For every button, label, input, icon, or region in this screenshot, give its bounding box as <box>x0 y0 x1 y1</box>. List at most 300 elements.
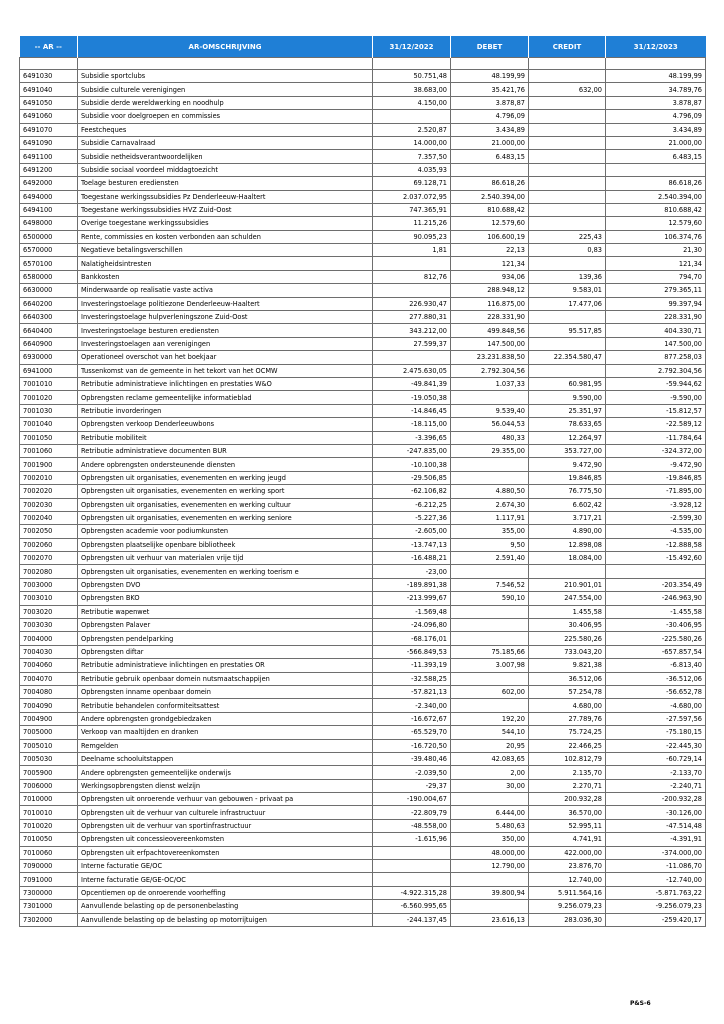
cell-ar-code: 6491100 <box>20 150 78 163</box>
cell-debet: 42.083,65 <box>451 752 529 765</box>
cell-debet: 12.790,00 <box>451 860 529 873</box>
cell-ar-code: 6491030 <box>20 70 78 83</box>
cell-debet <box>451 619 529 632</box>
table-body <box>20 58 706 927</box>
cell-credit: 18.084,00 <box>529 552 606 565</box>
cell-balance-2023: 121,34 <box>606 257 706 270</box>
cell-credit <box>529 70 606 83</box>
header-debet: DEBET <box>451 36 529 58</box>
cell-description: Opbrengsten uit organisaties, evenementen en werking cultuur <box>78 498 373 511</box>
cell-debet: 2,00 <box>451 766 529 779</box>
cell-description: Minderwaarde op realisatie vaste activa <box>78 284 373 297</box>
cell-ar-code: 7301000 <box>20 900 78 913</box>
cell-balance-2023: -6.813,40 <box>606 659 706 672</box>
cell-credit: 225,43 <box>529 230 606 243</box>
cell-credit: 139,36 <box>529 270 606 283</box>
table-row <box>20 190 706 203</box>
cell-balance-2022: 2.037.072,95 <box>373 190 451 203</box>
cell-description: Opbrengsten uit onroerende verhuur van gebouwen - privaat pa <box>78 793 373 806</box>
cell-debet <box>451 163 529 176</box>
cell-ar-code: 6491060 <box>20 110 78 123</box>
accounts-sheet <box>19 36 705 927</box>
cell-ar-code: 7002040 <box>20 511 78 524</box>
table-row <box>20 712 706 725</box>
table-row <box>20 739 706 752</box>
cell-balance-2022: -11.393,19 <box>373 659 451 672</box>
cell-balance-2022: 90.095,23 <box>373 230 451 243</box>
cell-ar-code: 7002030 <box>20 498 78 511</box>
cell-debet: 1.117,91 <box>451 511 529 524</box>
cell-description: Subsidie sportclubs <box>78 70 373 83</box>
cell-debet: 355,00 <box>451 525 529 538</box>
cell-debet <box>451 672 529 685</box>
cell-balance-2022: 11.215,26 <box>373 217 451 230</box>
cell-balance-2022: -48.558,00 <box>373 819 451 832</box>
cell-credit <box>529 190 606 203</box>
table-row <box>20 699 706 712</box>
table-row <box>20 311 706 324</box>
cell-balance-2023: -4.680,00 <box>606 699 706 712</box>
cell-debet: 810.688,42 <box>451 203 529 216</box>
cell-description: Operationeel overschot van het boekjaar <box>78 351 373 364</box>
table-row <box>20 230 706 243</box>
cell-credit <box>529 257 606 270</box>
cell-credit: 36.570,00 <box>529 806 606 819</box>
cell-debet: 192,20 <box>451 712 529 725</box>
cell-debet <box>451 565 529 578</box>
table-row <box>20 833 706 846</box>
table-row <box>20 793 706 806</box>
cell-credit <box>529 150 606 163</box>
cell-balance-2023: -259.420,17 <box>606 913 706 926</box>
cell-balance-2023: -4.535,00 <box>606 525 706 538</box>
cell-ar-code: 6491070 <box>20 123 78 136</box>
cell-ar-code: 6580000 <box>20 270 78 283</box>
cell-description: Deelname schooluitstappen <box>78 752 373 765</box>
cell-description: Investeringstoelage politiezone Denderleeuw-Haaltert <box>78 297 373 310</box>
cell-ar-code: 7004060 <box>20 659 78 672</box>
cell-balance-2022: -65.529,70 <box>373 726 451 739</box>
table-row <box>20 404 706 417</box>
cell-balance-2022: -5.227,36 <box>373 511 451 524</box>
cell-balance-2022: -13.747,13 <box>373 538 451 551</box>
table-row <box>20 123 706 136</box>
cell-credit: 9.256.079,23 <box>529 900 606 913</box>
cell-balance-2022: -16.488,21 <box>373 552 451 565</box>
cell-balance-2022 <box>373 284 451 297</box>
cell-balance-2023: -9.590,00 <box>606 391 706 404</box>
cell-ar-code: 6500000 <box>20 230 78 243</box>
table-row <box>20 498 706 511</box>
cell-credit: 422.000,00 <box>529 846 606 859</box>
cell-credit <box>529 337 606 350</box>
cell-balance-2022: -1.615,96 <box>373 833 451 846</box>
table-row <box>20 819 706 832</box>
table-row <box>20 458 706 471</box>
cell-credit: 733.043,20 <box>529 645 606 658</box>
cell-credit: 17.477,06 <box>529 297 606 310</box>
cell-ar-code: 7001020 <box>20 391 78 404</box>
cell-balance-2022: -18.115,00 <box>373 418 451 431</box>
cell-credit: 12.898,08 <box>529 538 606 551</box>
table-row <box>20 685 706 698</box>
table-row <box>20 913 706 926</box>
cell-balance-2023: -60.729,14 <box>606 752 706 765</box>
cell-debet: 3.878,87 <box>451 96 529 109</box>
cell-credit <box>529 364 606 377</box>
cell-debet: 48.000,00 <box>451 846 529 859</box>
cell-balance-2023: -200.932,28 <box>606 793 706 806</box>
cell-credit: 1.455,58 <box>529 605 606 618</box>
cell-balance-2022: 4.150,00 <box>373 96 451 109</box>
cell-balance-2023: -324.372,00 <box>606 444 706 457</box>
cell-credit: 22.466,25 <box>529 739 606 752</box>
cell-balance-2023: 3.434,89 <box>606 123 706 136</box>
cell-ar-code: 7004000 <box>20 632 78 645</box>
cell-balance-2023: -75.180,15 <box>606 726 706 739</box>
cell-credit: 76.775,50 <box>529 485 606 498</box>
cell-description: Opbrengsten DVO <box>78 578 373 591</box>
cell-balance-2023: -2.133,70 <box>606 766 706 779</box>
cell-ar-code: 6640400 <box>20 324 78 337</box>
cell-credit <box>529 163 606 176</box>
table-row <box>20 873 706 886</box>
cell-balance-2022: -23,00 <box>373 565 451 578</box>
cell-credit: 283.036,30 <box>529 913 606 926</box>
header-ar: -- AR -- <box>20 36 78 58</box>
cell-ar-code: 7003000 <box>20 578 78 591</box>
cell-description: Retributie mobiliteit <box>78 431 373 444</box>
cell-description: Retributie behandelen conformiteitsattest <box>78 699 373 712</box>
cell-balance-2022: -22.809,79 <box>373 806 451 819</box>
cell-balance-2023: -2.599,30 <box>606 511 706 524</box>
cell-debet: 6.444,00 <box>451 806 529 819</box>
cell-debet: 499.848,56 <box>451 324 529 337</box>
cell-description: Opbrengsten uit organisaties, evenementen en werking seniore <box>78 511 373 524</box>
cell-description: Opbrengsten diftar <box>78 645 373 658</box>
cell-description: Interne facturatie GE/GE-OC/OC <box>78 873 373 886</box>
cell-balance-2022: -24.096,80 <box>373 619 451 632</box>
cell-balance-2022: 226.930,47 <box>373 297 451 310</box>
cell-debet: 56.044,53 <box>451 418 529 431</box>
cell-credit: 57.254,78 <box>529 685 606 698</box>
cell-ar-code: 6941000 <box>20 364 78 377</box>
cell-description: Opbrengsten uit organisaties, evenementen en werking jeugd <box>78 471 373 484</box>
cell-ar-code: 6640200 <box>20 297 78 310</box>
table-row <box>20 217 706 230</box>
cell-balance-2022: 1,81 <box>373 244 451 257</box>
table-row <box>20 136 706 149</box>
cell-debet: 30,00 <box>451 779 529 792</box>
cell-ar-code: 7004070 <box>20 672 78 685</box>
cell-debet: 350,00 <box>451 833 529 846</box>
cell-balance-2023: -11.784,64 <box>606 431 706 444</box>
cell-ar-code: 6930000 <box>20 351 78 364</box>
cell-balance-2023: -9.472,90 <box>606 458 706 471</box>
cell-balance-2022: -57.821,13 <box>373 685 451 698</box>
cell-description: Aanvullende belasting op de belasting op motorrijtuigen <box>78 913 373 926</box>
cell-ar-code: 7010020 <box>20 819 78 832</box>
cell-balance-2023: -22.589,12 <box>606 418 706 431</box>
cell-credit: 25.351,97 <box>529 404 606 417</box>
cell-balance-2022: -49.841,39 <box>373 377 451 390</box>
cell-description: Andere opbrengsten grondgebiedzaken <box>78 712 373 725</box>
cell-description: Opbrengsten uit organisaties, evenementen en werking sport <box>78 485 373 498</box>
table-row <box>20 779 706 792</box>
table-row <box>20 485 706 498</box>
cell-description: Retributie administratieve documenten BUR <box>78 444 373 457</box>
cell-ar-code: 7002050 <box>20 525 78 538</box>
cell-credit <box>529 136 606 149</box>
cell-credit: 4.680,00 <box>529 699 606 712</box>
cell-debet <box>451 391 529 404</box>
table-row <box>20 163 706 176</box>
cell-ar-code: 7002060 <box>20 538 78 551</box>
cell-debet: 35.421,76 <box>451 83 529 96</box>
table-row <box>20 110 706 123</box>
cell-balance-2023: 810.688,42 <box>606 203 706 216</box>
cell-balance-2022: 69.128,71 <box>373 177 451 190</box>
cell-debet: 23.616,13 <box>451 913 529 926</box>
cell-balance-2023: -30.126,00 <box>606 806 706 819</box>
cell-credit: 30.406,95 <box>529 619 606 632</box>
cell-balance-2022: -247.835,00 <box>373 444 451 457</box>
cell-credit: 225.580,26 <box>529 632 606 645</box>
table-row <box>20 270 706 283</box>
cell-credit: 3.717,21 <box>529 511 606 524</box>
cell-debet <box>451 458 529 471</box>
cell-balance-2023: 21,30 <box>606 244 706 257</box>
cell-debet: 116.875,00 <box>451 297 529 310</box>
cell-balance-2022: -29.506,85 <box>373 471 451 484</box>
table-row <box>20 900 706 913</box>
table-row <box>20 377 706 390</box>
cell-ar-code: 7005000 <box>20 726 78 739</box>
cell-ar-code: 6630000 <box>20 284 78 297</box>
cell-balance-2022: -62.106,82 <box>373 485 451 498</box>
cell-balance-2023: -30.406,95 <box>606 619 706 632</box>
cell-balance-2023: -4.391,91 <box>606 833 706 846</box>
cell-ar-code: 7004080 <box>20 685 78 698</box>
cell-credit: 9.590,00 <box>529 391 606 404</box>
cell-debet: 147.500,00 <box>451 337 529 350</box>
cell-balance-2023: -657.857,54 <box>606 645 706 658</box>
cell-debet <box>451 632 529 645</box>
cell-debet: 9,50 <box>451 538 529 551</box>
table-row <box>20 257 706 270</box>
cell-balance-2022: 7.357,50 <box>373 150 451 163</box>
cell-description: Investeringstoelage hulpverleningszone Zuid-Oost <box>78 311 373 324</box>
cell-description: Verkoop van maaltijden en dranken <box>78 726 373 739</box>
cell-description: Investeringstoelagen aan verenigingen <box>78 337 373 350</box>
cell-balance-2023: 99.397,94 <box>606 297 706 310</box>
cell-balance-2023: -203.354,49 <box>606 578 706 591</box>
table-row <box>20 659 706 672</box>
cell-balance-2023: 12.579,60 <box>606 217 706 230</box>
cell-description: Interne facturatie GE/OC <box>78 860 373 873</box>
cell-credit: 78.633,65 <box>529 418 606 431</box>
cell-debet: 2.792.304,56 <box>451 364 529 377</box>
cell-ar-code: 7010060 <box>20 846 78 859</box>
cell-ar-code: 7003030 <box>20 619 78 632</box>
cell-balance-2022: 2.475.630,05 <box>373 364 451 377</box>
table-row <box>20 552 706 565</box>
accounts-table <box>19 36 706 927</box>
cell-description: Opbrengsten pendelparking <box>78 632 373 645</box>
cell-debet: 48.199,99 <box>451 70 529 83</box>
table-row <box>20 766 706 779</box>
cell-description: Opbrengsten uit organisaties, evenementen en werking toerism e <box>78 565 373 578</box>
cell-credit: 22.354.580,47 <box>529 351 606 364</box>
cell-ar-code: 6570000 <box>20 244 78 257</box>
table-row <box>20 860 706 873</box>
cell-balance-2022: 27.599,37 <box>373 337 451 350</box>
cell-description: Opbrengsten reclame gemeentelijke informatieblad <box>78 391 373 404</box>
cell-credit: 23.876,70 <box>529 860 606 873</box>
cell-balance-2023: -3.928,12 <box>606 498 706 511</box>
cell-debet <box>451 900 529 913</box>
cell-balance-2022: 747.365,91 <box>373 203 451 216</box>
cell-credit: 19.846,85 <box>529 471 606 484</box>
cell-balance-2022: 277.880,31 <box>373 311 451 324</box>
cell-ar-code: 7090000 <box>20 860 78 873</box>
cell-balance-2022 <box>373 860 451 873</box>
table-row <box>20 284 706 297</box>
cell-description: Subsidie sociaal voordeel middagtoezicht <box>78 163 373 176</box>
cell-description: Toelage besturen erediensten <box>78 177 373 190</box>
cell-balance-2023: -59.944,62 <box>606 377 706 390</box>
cell-balance-2023: 404.330,71 <box>606 324 706 337</box>
header-balance-2022: 31/12/2022 <box>373 36 451 58</box>
cell-credit: 632,00 <box>529 83 606 96</box>
cell-balance-2022: -1.569,48 <box>373 605 451 618</box>
cell-debet: 6.483,15 <box>451 150 529 163</box>
cell-credit: 102.812,79 <box>529 752 606 765</box>
cell-description: Subsidie netheidsverantwoordelijken <box>78 150 373 163</box>
cell-credit <box>529 565 606 578</box>
table-row <box>20 645 706 658</box>
cell-debet <box>451 793 529 806</box>
cell-balance-2023: 21.000,00 <box>606 136 706 149</box>
cell-debet: 2.540.394,00 <box>451 190 529 203</box>
cell-balance-2023: -246.963,90 <box>606 592 706 605</box>
cell-ar-code: 7002080 <box>20 565 78 578</box>
cell-debet: 2.674,30 <box>451 498 529 511</box>
cell-credit: 60.981,95 <box>529 377 606 390</box>
cell-description: Retributie administratieve inlichtingen en prestaties OR <box>78 659 373 672</box>
cell-ar-code: 6491050 <box>20 96 78 109</box>
cell-description: Subsidie voor doelgroepen en commissies <box>78 110 373 123</box>
cell-debet: 2.591,40 <box>451 552 529 565</box>
cell-balance-2022 <box>373 110 451 123</box>
cell-balance-2023: -15.492,60 <box>606 552 706 565</box>
cell-description: Opbrengsten verkoop Denderleeuwbons <box>78 418 373 431</box>
table-row <box>20 70 706 83</box>
cell-description: Retributie wapenwet <box>78 605 373 618</box>
cell-balance-2022: -68.176,01 <box>373 632 451 645</box>
cell-ar-code: 7005030 <box>20 752 78 765</box>
cell-credit: 200.932,28 <box>529 793 606 806</box>
table-row <box>20 538 706 551</box>
cell-credit: 6.602,42 <box>529 498 606 511</box>
cell-credit: 0,83 <box>529 244 606 257</box>
header-balance-2023: 31/12/2023 <box>606 36 706 58</box>
table-row <box>20 806 706 819</box>
table-row <box>20 391 706 404</box>
cell-balance-2022: -190.004,67 <box>373 793 451 806</box>
cell-description: Subsidie culturele verenigingen <box>78 83 373 96</box>
cell-description: Opbrengsten uit de verhuur van sportinfrastructuur <box>78 819 373 832</box>
cell-credit <box>529 311 606 324</box>
cell-description: Investeringstoelage besturen erediensten <box>78 324 373 337</box>
cell-description: Tussenkomst van de gemeente in het tekort van het OCMW <box>78 364 373 377</box>
cell-description: Opbrengsten uit concessieovereenkomsten <box>78 833 373 846</box>
cell-credit: 4.741,91 <box>529 833 606 846</box>
cell-credit <box>529 110 606 123</box>
table-row <box>20 672 706 685</box>
cell-balance-2023: 794,70 <box>606 270 706 283</box>
cell-balance-2022: -32.588,25 <box>373 672 451 685</box>
cell-balance-2022: -39.480,46 <box>373 752 451 765</box>
cell-balance-2023: -47.514,48 <box>606 819 706 832</box>
cell-debet: 86.618,26 <box>451 177 529 190</box>
cell-debet: 5.480,63 <box>451 819 529 832</box>
cell-description: Aanvullende belasting op de personenbelasting <box>78 900 373 913</box>
cell-balance-2023 <box>606 565 706 578</box>
cell-description: Andere opbrengsten gemeentelijke onderwijs <box>78 766 373 779</box>
table-row <box>20 96 706 109</box>
cell-balance-2023: -56.652,78 <box>606 685 706 698</box>
table-row <box>20 525 706 538</box>
cell-balance-2023: 106.374,76 <box>606 230 706 243</box>
cell-debet: 3.007,98 <box>451 659 529 672</box>
table-row <box>20 418 706 431</box>
cell-description: Negatieve betalingsverschillen <box>78 244 373 257</box>
cell-credit: 2.135,70 <box>529 766 606 779</box>
cell-debet <box>451 699 529 712</box>
cell-debet: 602,00 <box>451 685 529 698</box>
cell-debet: 4.796,09 <box>451 110 529 123</box>
cell-debet: 544,10 <box>451 726 529 739</box>
cell-ar-code: 7004030 <box>20 645 78 658</box>
table-row <box>20 752 706 765</box>
cell-credit: 9.472,90 <box>529 458 606 471</box>
cell-debet: 934,06 <box>451 270 529 283</box>
cell-ar-code: 6498000 <box>20 217 78 230</box>
cell-ar-code: 7001060 <box>20 444 78 457</box>
cell-ar-code: 6491090 <box>20 136 78 149</box>
cell-debet: 288.948,12 <box>451 284 529 297</box>
cell-description: Toegestane werkingssubsidies Pz Denderleeuw-Haaltert <box>78 190 373 203</box>
cell-balance-2022: -189.891,38 <box>373 578 451 591</box>
cell-description: Opbrengsten plaatselijke openbare bibliotheek <box>78 538 373 551</box>
cell-ar-code: 7002010 <box>20 471 78 484</box>
cell-balance-2022: -6.212,25 <box>373 498 451 511</box>
cell-balance-2023: -27.597,56 <box>606 712 706 725</box>
cell-debet: 20,95 <box>451 739 529 752</box>
cell-debet: 228.331,90 <box>451 311 529 324</box>
cell-description: Opbrengsten BKO <box>78 592 373 605</box>
cell-debet: 3.434,89 <box>451 123 529 136</box>
table-row <box>20 177 706 190</box>
cell-ar-code: 6640900 <box>20 337 78 350</box>
cell-ar-code: 6491200 <box>20 163 78 176</box>
cell-balance-2022: 50.751,48 <box>373 70 451 83</box>
cell-debet: 1.037,33 <box>451 377 529 390</box>
cell-balance-2023: 2.540.394,00 <box>606 190 706 203</box>
cell-balance-2022: 812,76 <box>373 270 451 283</box>
cell-debet <box>451 873 529 886</box>
